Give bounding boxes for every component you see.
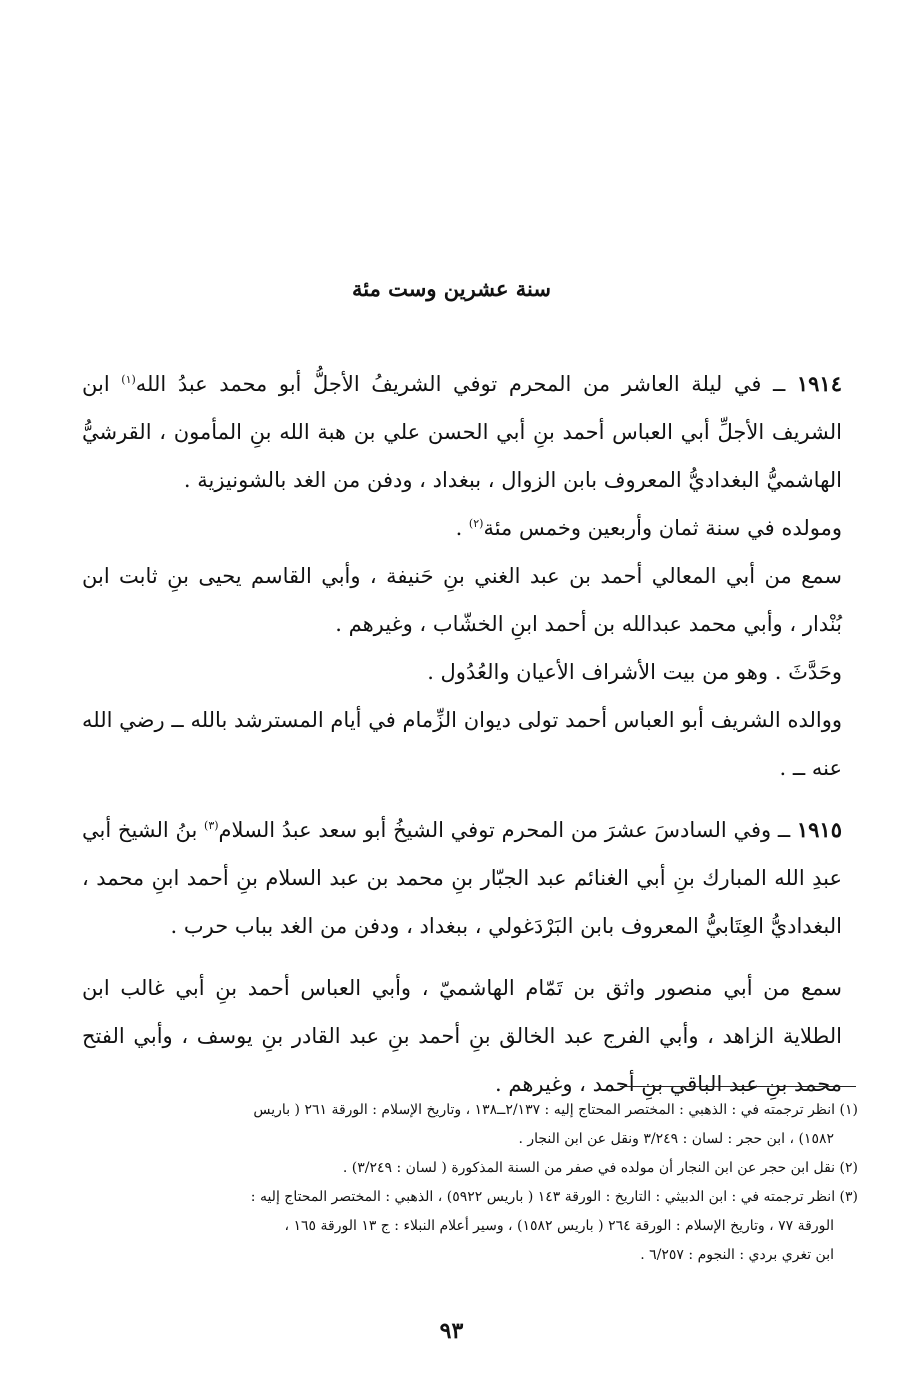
entry-1914-paragraph-2: ومولده في سنة ثمان وأربعين وخمس مئة$^{(٢)}$ . (455, 516, 842, 540)
footnotes (82, 1096, 858, 1270)
footnote-1-continuation: ١٥٨٢) ، ابن حجر : لسان : ٣/٢٤٩ ونقل عن ابن النجار . (518, 1131, 834, 1147)
footnote-3-continuation-2: ابن تغري بردي : النجوم : ٦/٢٥٧ . (640, 1247, 834, 1263)
footnote-ref-2: (٢) (468, 517, 484, 530)
main-text (82, 360, 842, 1108)
footnote-1: (١) انظر ترجمته في : الذهبي : المختصر المحتاج إليه : ٢/١٣٧ــ١٣٨ ، وتاريخ الإسلام : الورقة ٢٦١ ( باريس (253, 1102, 858, 1118)
entry-1914-paragraph-5: ووالده الشريف أبو العباس أحمد تولى ديوان الزِّمام في أيام المسترشد بالله ــ رضي الله عنه ــ . (82, 708, 842, 780)
page-heading: سنة عشرين وست مئة (351, 276, 551, 301)
entry-1915-paragraph-2: سمع من أبي منصور واثق بن تَمّام الهاشميّ ، وأبي العباس أحمد بنِ أبي غالب ابن الطلاية الزاهد ، وأبي الفرج عبد الخالق بنِ أحمد بنِ عبد القادر بنِ يوسف ، وأبي الفتح محمد بنِ عبد الباقي بنِ أحمد ، وغيرهم . (82, 976, 842, 1096)
entry-1915-paragraph-1: ١٩١٥ ــ وفي السادسَ عشرَ من المحرم توفي الشيخُ أبو سعد عبدُ السلام$^{(٣)}$ بنُ الشيخ أبي عبدِ الله المبارك بنِ أبي الغنائم عبد الجبّار بنِ محمد بن عبد السلام بنِ أحمد ابنِ محمد ، البغداديُّ العِتَابيُّ المعروف بابن البَرْدَغولي ، ببغداد ، ودفن من الغد بباب حرب . (82, 817, 842, 938)
entry-1914-paragraph-4: وحَدَّثَ . وهو من بيت الأشراف الأعيان والعُدُول . (427, 660, 842, 684)
footnote-2: (٢) نقل ابن حجر عن ابن النجار أن مولده في صفر من السنة المذكورة ( لسان : ٣/٢٤٩) . (342, 1160, 858, 1176)
footnote-ref-3: (٣) (204, 819, 219, 832)
page-number: ٩٣ (439, 1318, 464, 1344)
footnote-3: (٣) انظر ترجمته في : ابن الدبيثي : التاريخ : الورقة ١٤٣ ( باريس ٥٩٢٢) ، الذهبي : المختصر المحتاج إليه : (250, 1189, 858, 1205)
footnote-3-continuation: الورقة ٧٧ ، وتاريخ الإسلام : الورقة ٢٦٤ ( باريس ١٥٨٢) ، وسير أعلام النبلاء : ج ١٣ الورقة ١٦٥ ، (284, 1218, 834, 1234)
entry-number-1914: ١٩١٤ (796, 371, 842, 396)
footnote-ref-1: (١) (121, 373, 136, 386)
entry-1914-paragraph-3: سمع من أبي المعالي أحمد بن عبد الغني بنِ حَنيفة ، وأبي القاسم يحيى بنِ ثابت ابن بُنْدار ، وأبي محمد عبدالله بن أحمد ابنِ الخشّاب ، وغيرهم . (82, 564, 842, 636)
entry-1914-paragraph-1: ١٩١٤ ــ في ليلة العاشر من المحرم توفي الشريفُ الأجلُّ أبو محمد عبدُ الله$^{(١)}$ ابن الشريف الأجلِّ أبي العباس أحمد بنِ أبي الحسن علي بن هبة الله بنِ المأمون ، القرشيُّ الهاشميُّ البغداديُّ المعروف بابن الزوال ، ببغداد ، ودفن من الغد بالشونيزية . (82, 371, 842, 492)
entry-number-1915: ١٩١٥ (796, 817, 842, 842)
footnote-separator (620, 1086, 856, 1087)
